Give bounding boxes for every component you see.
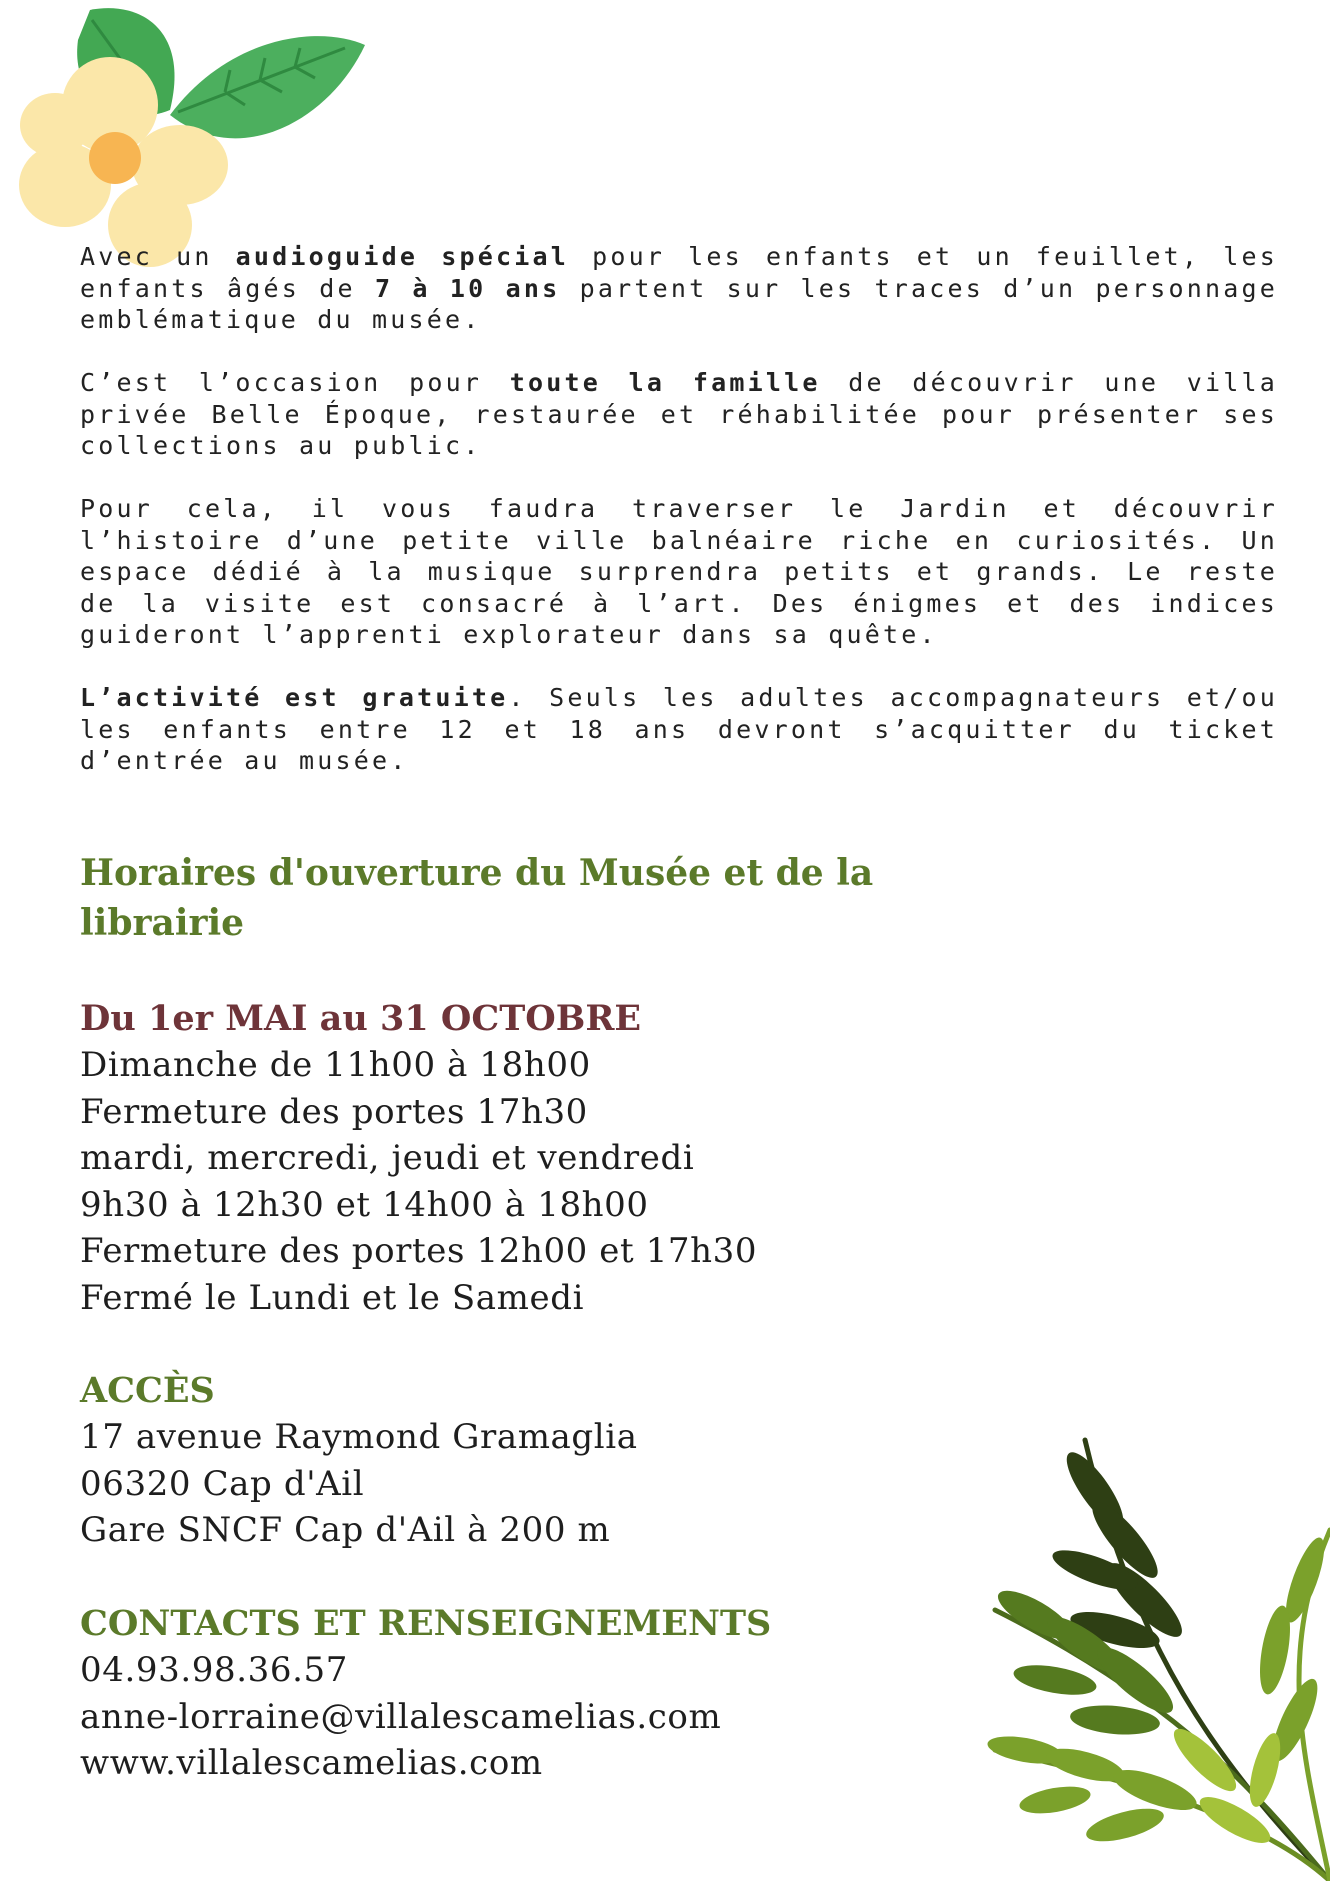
intro-paragraph-audioguide: Avec un audioguide spécial pour les enfants et un feuillet, les enfants âgés de 7 à 10 ans partent sur les traces d’un personnage emblématique du musée.: [80, 242, 1279, 334]
flower-leaves-illustration-icon: [0, 0, 380, 270]
hours-line: Fermeture des portes 17h30: [80, 1091, 588, 1132]
address-street: 17 avenue Raymond Gramaglia: [80, 1417, 638, 1457]
contact-email-link[interactable]: anne-lorraine@villalescamelias.com: [80, 1696, 722, 1737]
hours-line: Fermeture des portes 12h00 et 17h30: [80, 1231, 758, 1271]
access-title: ACCÈS: [80, 1370, 215, 1411]
season-dates: Du 1er MAI au 31 OCTOBRE: [80, 998, 642, 1039]
intro-paragraph-visit: Pour cela, il vous faudra traverser le Jardin et découvrir l’histoire d’une petite ville balnéaire riche en curiosités. Un espace dédié à la musique surprendra petits et grands. Le reste de la visite est consacré à l’art. Des énigmes et des indices guideront l’apprenti explorateur dans sa quête.: [80, 494, 1278, 649]
intro-paragraph-pricing: L’activité est gratuite. Seuls les adultes accompagnateurs et/ou les enfants entre 12 et 18 ans devront s’acquitter du ticket d’entrée au musée.: [80, 683, 1278, 775]
address-city: 06320 Cap d'Ail: [80, 1463, 365, 1504]
address-train-station: Gare SNCF Cap d'Ail à 200 m: [80, 1510, 611, 1550]
intro-paragraph-family: C’est l’occasion pour toute la famille de découvrir une villa privée Belle Époque, restaurée et réhabilitée pour présenter ses collections au public.: [80, 368, 1278, 460]
contact-phone[interactable]: 04.93.98.36.57: [80, 1650, 348, 1690]
contact-website-link[interactable]: www.villalescamelias.com: [80, 1743, 543, 1783]
hours-line: Dimanche de 11h00 à 18h00: [80, 1045, 591, 1085]
access-address-list: [80, 1414, 638, 1554]
opening-hours-title: Horaires d'ouverture du Musée et de la librairie: [80, 852, 874, 944]
contacts-list: [80, 1647, 721, 1787]
hours-line: mardi, mercredi, jeudi et vendredi: [80, 1138, 695, 1178]
hours-line: Fermé le Lundi et le Samedi: [80, 1277, 585, 1318]
fern-leaves-illustration-icon: [975, 1430, 1330, 1881]
contacts-title: CONTACTS ET RENSEIGNEMENTS: [80, 1603, 772, 1644]
opening-hours-list: [80, 1042, 757, 1321]
hours-line: 9h30 à 12h30 et 14h00 à 18h00: [80, 1184, 649, 1225]
